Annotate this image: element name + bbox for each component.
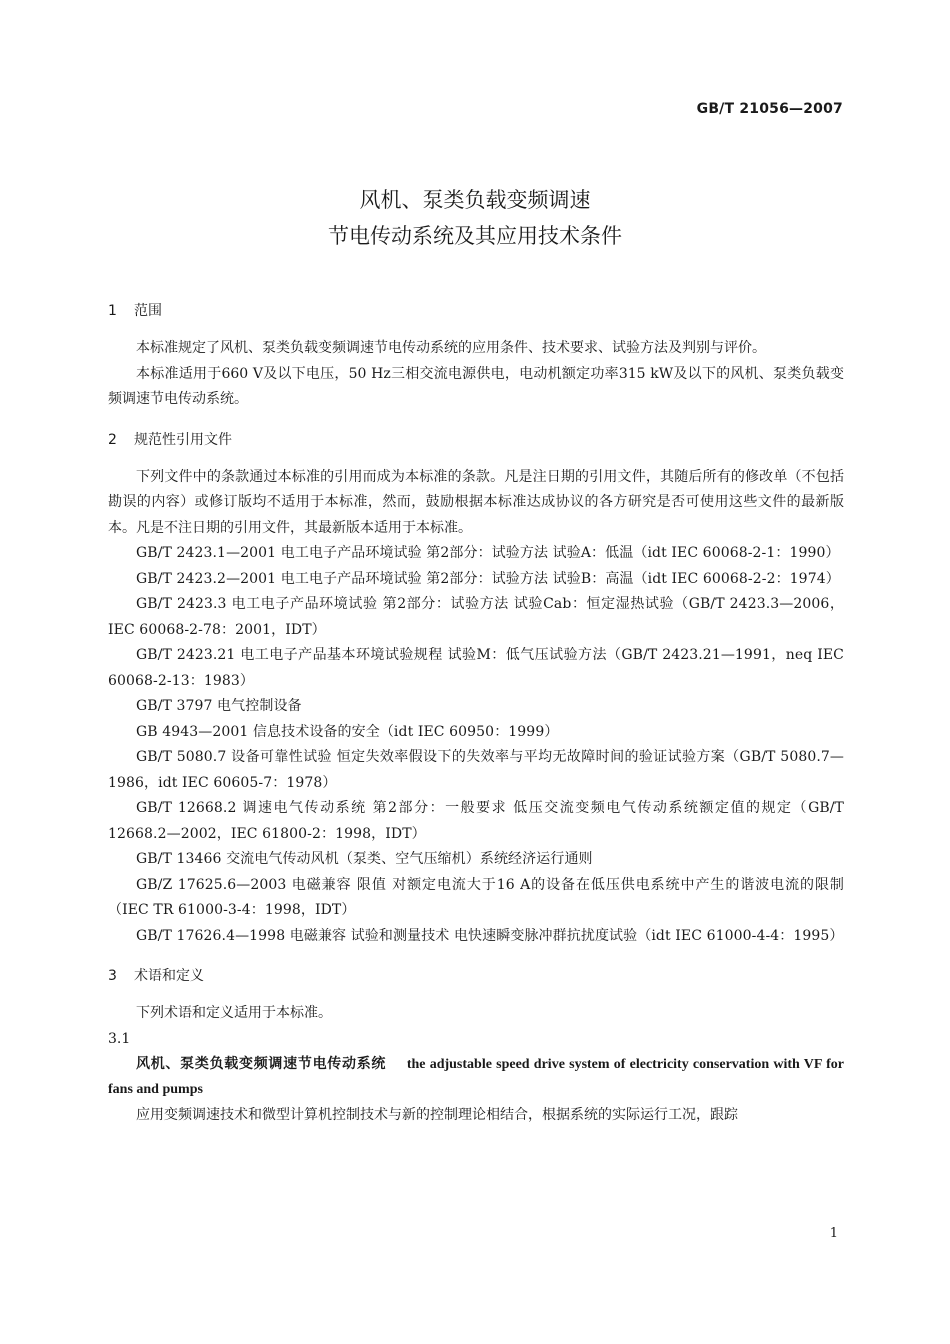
section-title: 术语和定义 [134, 968, 204, 984]
reference-item: GB/T 5080.7 设备可靠性试验 恒定失效率假设下的失效率与平均无故障时间的验证试验方案（GB/T 5080.7—1986，idt IEC 60605-7：1978） [108, 749, 844, 791]
scope-paragraph-2: 本标准适用于660 V及以下电压，50 Hz三相交流电源供电，电动机额定功率315 kW及以下的风机、泵类负载变频调速节电传动系统。 [108, 365, 844, 407]
page-number: 1 [829, 1226, 838, 1241]
section-1-heading [108, 299, 844, 324]
scope-paragraph-1: 本标准规定了风机、泵类负载变频调速节电传动系统的应用条件、技术要求、试验方法及判别与评价。 [136, 340, 766, 356]
reference-item: GB/T 17626.4—1998 电磁兼容 试验和测量技术 电快速瞬变脉冲群抗扰度试验（idt IEC 61000-4-4：1995） [136, 927, 844, 944]
term-number: 3.1 [108, 1030, 131, 1047]
reference-item: GB/T 2423.1—2001 电工电子产品环境试验 第2部分：试验方法 试验A：低温（idt IEC 60068-2-1：1990） [136, 545, 840, 561]
section-number: 2 [108, 431, 117, 448]
reference-item: GB/Z 17625.6—2003 电磁兼容 限值 对额定电流大于16 A的设备在低压供电系统中产生的谐波电流的限制（IEC TR 61000-3-4：1998，IDT） [108, 876, 844, 918]
reference-item: GB/T 13466 交流电气传动风机（泵类、空气压缩机）系统经济运行通则 [136, 851, 593, 867]
standard-number: GB/T 21056—2007 [696, 101, 843, 117]
section-number: 3 [108, 968, 117, 984]
section-3-heading [108, 964, 844, 989]
reference-item: GB/T 12668.2 调速电气传动系统 第2部分：一般要求 低压交流变频电气传动系统额定值的规定（GB/T 12668.2—2002，IEC 61800-2：1998，IDT） [108, 800, 844, 842]
section-2-heading [108, 428, 844, 453]
reference-item: GB/T 3797 电气控制设备 [136, 698, 302, 714]
section-title: 范围 [134, 303, 162, 319]
term-entry [108, 1052, 844, 1103]
reference-item: GB/T 2423.21 电工电子产品基本环境试验规程 试验M：低气压试验方法（GB/T 2423.21—1991，neq IEC 60068-2-13：1983） [108, 647, 844, 689]
section-title: 规范性引用文件 [134, 431, 232, 448]
section-number: 1 [108, 303, 117, 319]
document-title [0, 182, 950, 254]
reference-item: GB 4943—2001 信息技术设备的安全（idt IEC 60950：1999） [136, 723, 559, 740]
document-body [108, 299, 844, 1128]
references-intro: 下列文件中的条款通过本标准的引用而成为本标准的条款。凡是注日期的引用文件，其随后所有的修改单（不包括勘误的内容）或修订版均不适用于本标准，然而，鼓励根据本标准达成协议的各方研究是否可使用这些文件的最新版本。凡是不注日期的引用文件，其最新版本适用于本标准。 [108, 468, 844, 536]
title-line-1: 风机、泵类负载变频调速 [359, 188, 591, 212]
terms-intro: 下列术语和定义适用于本标准。 [136, 1005, 332, 1021]
reference-item: GB/T 2423.3 电工电子产品环境试验 第2部分：试验方法 试验Cab：恒定湿热试验（GB/T 2423.3—2006，IEC 60068-2-78：2001，IDT） [108, 596, 844, 638]
reference-item: GB/T 2423.2—2001 电工电子产品环境试验 第2部分：试验方法 试验B：高温（idt IEC 60068-2-2：1974） [136, 570, 840, 587]
term-chinese: 风机、泵类负载变频调速节电传动系统 [136, 1055, 387, 1072]
term-english: the adjustable speed drive system of electricity conservation with VF for fans and pumps [108, 1056, 844, 1097]
title-line-2: 节电传动系统及其应用技术条件 [328, 224, 622, 248]
term-definition: 应用变频调速技术和微型计算机控制技术与新的控制理论相结合，根据系统的实际运行工况，跟踪 [136, 1106, 738, 1123]
